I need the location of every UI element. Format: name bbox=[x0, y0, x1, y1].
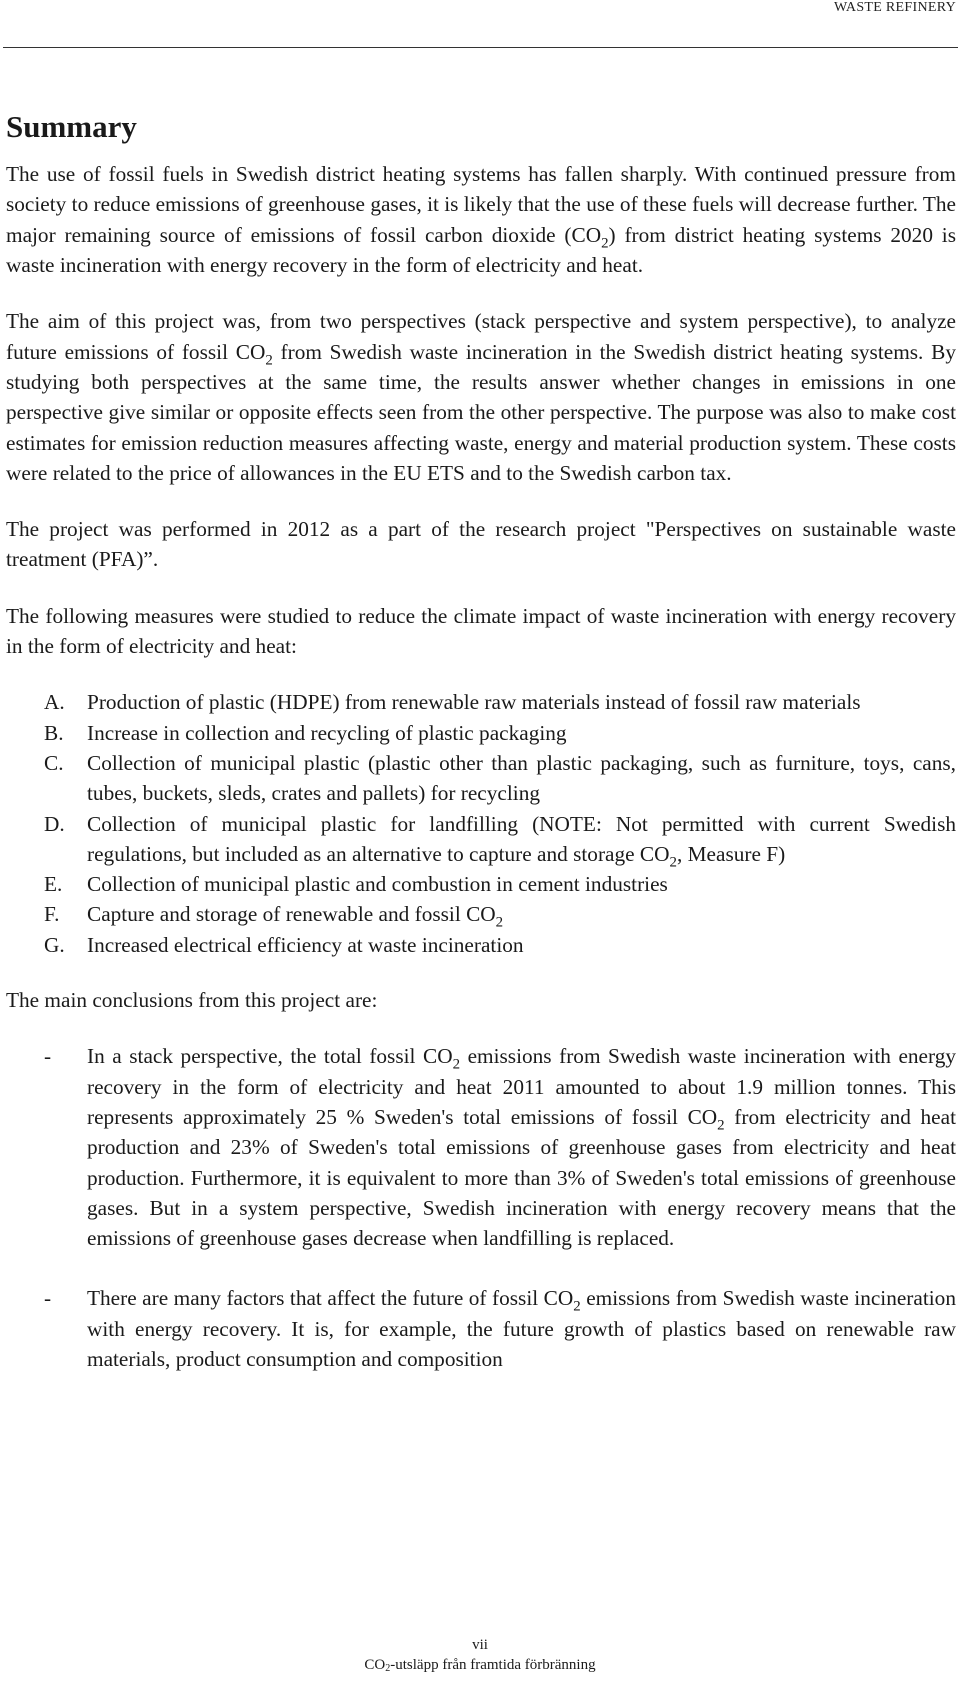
subscript: 2 bbox=[573, 1298, 581, 1315]
summary-paragraph bbox=[6, 514, 956, 575]
text-segment: Capture and storage of renewable and fossil CO bbox=[87, 902, 496, 927]
text-segment: Increased electrical efficiency at waste incineration bbox=[87, 932, 524, 957]
subscript: 2 bbox=[717, 1117, 725, 1134]
summary-paragraphs bbox=[6, 159, 956, 661]
summary-heading: Summary bbox=[6, 109, 137, 144]
subscript: 2 bbox=[452, 1056, 461, 1073]
text-segment: The project was performed in 2012 as a part of the research project "Perspectives on sustainable waste treatment (PFA)”. bbox=[6, 517, 956, 572]
text-segment: emissions from Swedish waste incineration with energy recovery. It is, for example, the future growth of plastics based on renewable raw materials, product consumption and composition bbox=[87, 1286, 956, 1371]
text-segment: The aim of this project was, from two perspectives (stack perspective and system perspective), to analyze future emissions of fossil CO bbox=[6, 309, 956, 364]
measure-item bbox=[6, 718, 956, 748]
footer-title: CO2-utsläpp från framtida förbränning bbox=[364, 1657, 596, 1674]
measures-list bbox=[6, 687, 956, 960]
measure-label: F. bbox=[44, 902, 60, 927]
measure-item bbox=[6, 687, 956, 717]
header-rule bbox=[3, 47, 958, 48]
measure-item bbox=[6, 930, 956, 960]
text-segment: The following measures were studied to reduce the climate impact of waste incineration with energy recovery in the form of electricity and heat: bbox=[6, 603, 956, 659]
text-segment: Increase in collection and recycling of plastic packaging bbox=[87, 720, 567, 745]
measure-label: C. bbox=[44, 750, 64, 775]
measure-label: A. bbox=[44, 690, 65, 715]
bullet-dash: - bbox=[44, 1044, 52, 1069]
text-segment: ) from district heating systems 2020 is waste incineration with energy recovery in the form of electricity and heat. bbox=[6, 222, 956, 278]
text-segment: There are many factors that affect the future of fossil CO bbox=[87, 1286, 574, 1311]
page-number: vii bbox=[472, 1637, 488, 1653]
measure-label: D. bbox=[44, 811, 65, 836]
subscript: 2 bbox=[495, 914, 504, 931]
text-segment: from Swedish waste incineration in the Swedish district heating systems. By studying both perspectives at the same time, the results answer whether changes in emissions in one perspective give similar or opposite effects seen from the other perspective. The purpose was also to make cost estimates for emission reduction measures affecting waste, energy and material production system. These costs were related to the price of allowances in the EU ETS and to the Swedish carbon tax. bbox=[6, 339, 956, 485]
conclusion-item bbox=[6, 1283, 956, 1374]
measure-label: G. bbox=[44, 932, 65, 957]
text-segment: The use of fossil fuels in Swedish district heating systems has fallen sharply. With continued pressure from society to reduce emissions of greenhouse gases, it is likely that the use of these fuels will decrease further. The major remaining source of emissions of fossil carbon dioxide (CO bbox=[6, 162, 956, 247]
text-segment: from electricity and heat production and 23% of Sweden's total emissions of greenhouse gases from electricity and heat production. Furthermore, it is equivalent to more than 3% of Sweden's total emissions of greenhouse gases. But in a system perspective, Swedish incineration with energy recovery means that the emissions of greenhouse gases decrease when landfilling is replaced. bbox=[87, 1104, 956, 1251]
conclusions-intro: The main conclusions from this project are: bbox=[6, 988, 378, 1013]
text-segment: , Measure F) bbox=[676, 841, 786, 866]
conclusions-list bbox=[6, 1041, 956, 1374]
running-header: WASTE REFINERY bbox=[833, 0, 956, 15]
text-segment: Collection of municipal plastic for landfilling (NOTE: Not permitted with current Swedish regulations, but included as an alternative to capture and storage CO bbox=[87, 811, 956, 866]
text-segment: Collection of municipal plastic and combustion in cement industries bbox=[87, 872, 668, 897]
measure-label: E. bbox=[44, 872, 63, 897]
measure-label: B. bbox=[44, 720, 64, 745]
text-segment: emissions from Swedish waste incineration with energy recovery in the form of electricity and heat 2011 amounted to about 1.9 million tonnes. This represents approximately 25 % Sweden's total emissions of fossil CO bbox=[87, 1044, 956, 1129]
text-segment: Collection of municipal plastic (plastic other than plastic packaging, such as furniture, toys, cans, tubes, buckets, sleds, crates and pallets) for recycling bbox=[87, 750, 956, 806]
subscript: 2 bbox=[265, 351, 273, 368]
bullet-dash: - bbox=[44, 1286, 52, 1311]
measure-item bbox=[6, 869, 956, 899]
page-footer bbox=[0, 1635, 960, 1679]
conclusion-item bbox=[6, 1041, 956, 1253]
summary-paragraph bbox=[6, 601, 956, 662]
measure-item bbox=[6, 809, 956, 870]
page-content bbox=[6, 108, 956, 1404]
text-segment: In a stack perspective, the total fossil CO bbox=[87, 1044, 453, 1069]
summary-paragraph bbox=[6, 306, 956, 488]
measure-item bbox=[6, 899, 956, 929]
summary-paragraph bbox=[6, 159, 956, 280]
subscript: 2 bbox=[669, 854, 677, 871]
measure-item bbox=[6, 748, 956, 809]
subscript: 2 bbox=[601, 235, 609, 252]
text-segment: Production of plastic (HDPE) from renewable raw materials instead of fossil raw materials bbox=[87, 690, 861, 715]
